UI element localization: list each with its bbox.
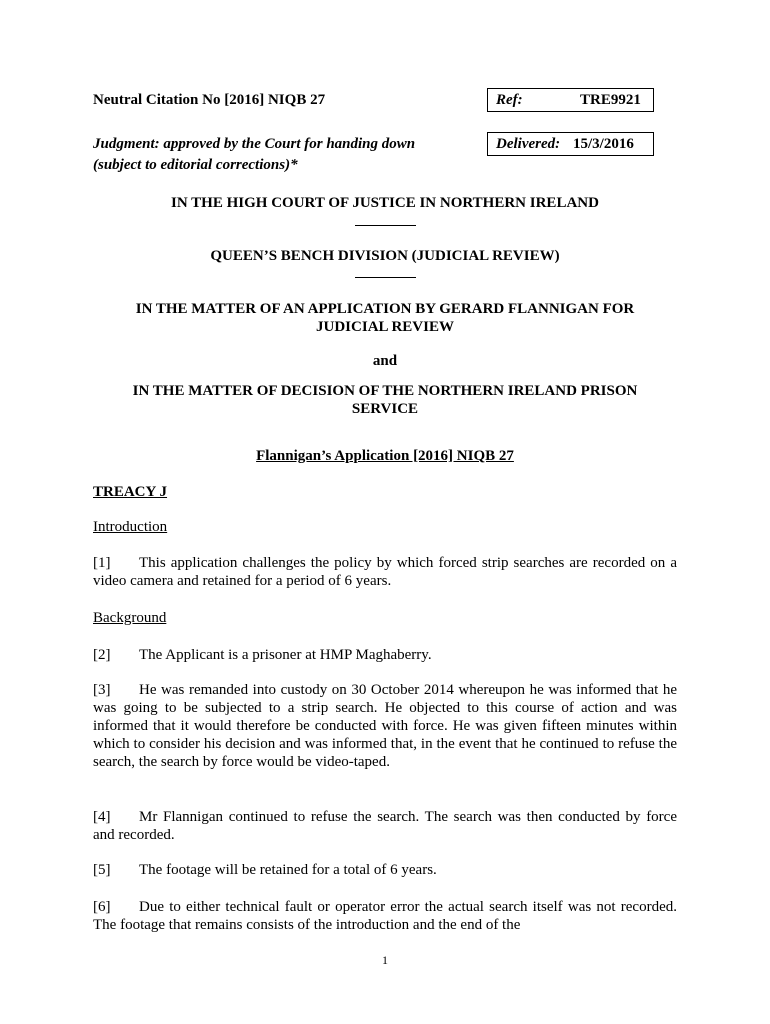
paragraph-2	[93, 646, 677, 664]
delivered-box	[487, 132, 654, 156]
paragraph-text: The footage will be retained for a total of 6 years.	[139, 862, 437, 878]
paragraph-number: [3]	[93, 682, 111, 698]
paragraph-1	[93, 554, 677, 590]
paragraph-text: Due to either technical fault or operator error the actual search itself was not recorded. The footage that remains consists of the introduction and the end of the	[93, 899, 677, 933]
neutral-citation: Neutral Citation No [2016] NIQB 27	[93, 92, 326, 108]
court-division: QUEEN’S BENCH DIVISION (JUDICIAL REVIEW)	[210, 248, 560, 264]
paragraph-5	[93, 861, 677, 879]
judgment-note-line2: (subject to editorial corrections)*	[93, 157, 298, 173]
paragraph-number: [5]	[93, 862, 111, 878]
paragraph-6	[93, 898, 677, 934]
matter-2-line2: SERVICE	[351, 401, 419, 417]
divider	[355, 277, 416, 278]
page-number: 1	[382, 953, 388, 967]
section-heading-background: Background	[93, 610, 167, 626]
case-title: Flannigan’s Application [2016] NIQB 27	[256, 448, 514, 464]
and-connector: and	[372, 353, 398, 369]
paragraph-number: [6]	[93, 899, 111, 915]
ref-box	[487, 88, 654, 112]
matter-1-line2: JUDICIAL REVIEW	[316, 319, 454, 335]
paragraph-3	[93, 681, 677, 771]
paragraph-text: This application challenges the policy by which forced strip searches are recorded on a video camera and retained for a period of 6 years.	[93, 555, 677, 589]
court-name: IN THE HIGH COURT OF JUSTICE IN NORTHERN IRELAND	[171, 195, 599, 211]
paragraph-number: [4]	[93, 809, 111, 825]
paragraph-text: The Applicant is a prisoner at HMP Maghaberry.	[139, 647, 432, 663]
ref-value: TRE9921	[580, 92, 641, 108]
section-heading-introduction: Introduction	[93, 519, 168, 535]
paragraph-4	[93, 808, 677, 844]
paragraph-number: [1]	[93, 555, 111, 571]
delivered-value: 15/3/2016	[573, 136, 634, 152]
matter-2-line1: IN THE MATTER OF DECISION OF THE NORTHERN IRELAND PRISON	[132, 383, 638, 399]
judge-name: TREACY J	[93, 484, 168, 500]
ref-label: Ref:	[496, 92, 523, 108]
delivered-label: Delivered:	[496, 136, 561, 152]
judgment-note-line1: Judgment: approved by the Court for handing down	[93, 136, 416, 152]
matter-1-line1: IN THE MATTER OF AN APPLICATION BY GERARD FLANNIGAN FOR	[135, 301, 635, 317]
paragraph-text: Mr Flannigan continued to refuse the search. The search was then conducted by force and recorded.	[93, 809, 677, 843]
paragraph-number: [2]	[93, 647, 111, 663]
paragraph-text: He was remanded into custody on 30 October 2014 whereupon he was informed that he was going to be subjected to a strip search. He objected to this course of action and was informed that it would therefore be conducted with force. He was given fifteen minutes within which to consider his decision and was informed that, in the event that he continued to refuse the search, the search by force would be video-taped.	[93, 682, 677, 770]
divider	[355, 225, 416, 226]
